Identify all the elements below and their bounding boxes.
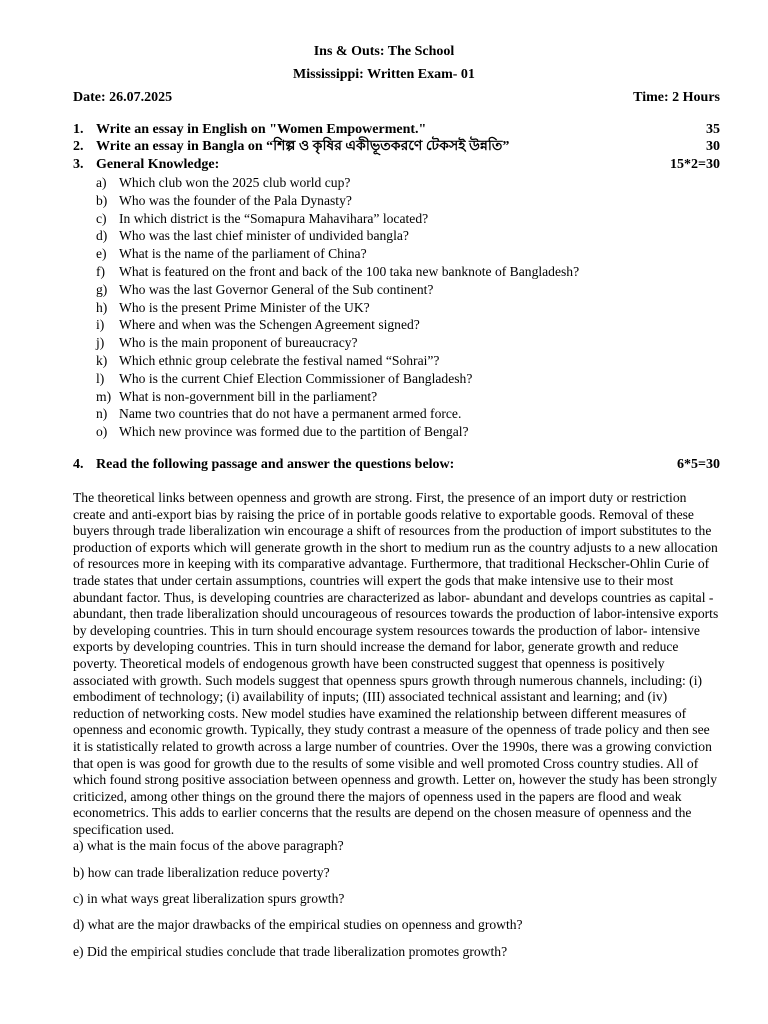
gk-item xyxy=(96,210,579,228)
gk-item xyxy=(96,299,579,317)
gk-item xyxy=(96,370,579,388)
gk-letter: k) xyxy=(96,352,108,368)
gk-text: Who was the last chief minister of undivided bangla? xyxy=(119,228,409,244)
exam-duration: Time: 2 Hours xyxy=(633,90,720,105)
question-text: Write an essay in Bangla on “শিল্প ও কৃষির একীভূতকরণে টেকসই উন্নতি” xyxy=(96,139,510,154)
gk-text: In which district is the “Somapura Mahavihara” located? xyxy=(119,210,429,226)
gk-item xyxy=(96,192,579,210)
question-2 xyxy=(73,139,720,155)
reading-passage: The theoretical links between openness and growth are strong. First, the presence of an import duty or restriction create and anti-export bias by raising the price of in portable goods relative to exportable goods. Removal of these buyers through trade liberalization win encourage a shift of resources from the production of import substitutes to the production of exports which will generate growth in the short to medium run as the country adjusts to a new allocation of resources more in keeping with its comparative advantage. Furthermore, that traditional Heckscher-Ohlin Curie of trade states that under certain assumptions, countries will expert the gods that make intensive use to their most abundant factor. Thus, is developing countries are characterized as labor- abundant and develops countries as capital -abundant, then trade liberalization should uncouragеous of resources towards the production of labor-intensive exports by developing countries. This in turn should encourage system resources towards the production of labor- intensive exports by developing countries. This in turn should increase the demand for labor, generate growth and reduce poverty. Theoretical models of endogenous growth have been constructed suggest that openness is positively associated with growth. Such models suggest that openness spurs growth through numerous channels, including: (i) embodiment of technology; (i) availability of inputs; (III) associated technical assistant and learning; and (iv) reduction of networking costs. New model studies have examined the relationship between different measures of openness and economic growth. Typically, they study contrast a measure of the openness of trade policy and then see it is statistically related to growth across a large number of countries. Over the 1990s, there was a growing conviction that open is was good for growth due to the results of some visible and well promoted Cross country studies. All of which found strong positive association between openness and growth. Letter on, however the study has been strongly criticized, among other things on the ground there the majors of openness used in the papers are flood and weak econometrics. This adds to earlier concerns that the results are depend on the chosen measure of openness and the specification used. xyxy=(73,490,719,837)
gk-item xyxy=(96,227,579,245)
gk-letter: o) xyxy=(96,424,108,440)
gk-letter: d) xyxy=(96,228,108,244)
gk-item xyxy=(96,316,579,334)
gk-item xyxy=(96,423,579,441)
passage-question-a: a) what is the main focus of the above paragraph? xyxy=(73,838,344,853)
gk-item xyxy=(96,174,579,192)
gk-text: What is featured on the front and back of the 100 taka new banknote of Bangladesh? xyxy=(119,263,580,279)
gk-letter: b) xyxy=(96,192,108,208)
question-marks: 15*2=30 xyxy=(670,157,720,172)
question-marks: 6*5=30 xyxy=(677,457,720,472)
question-3 xyxy=(73,157,720,173)
passage-question-d: d) what are the major drawbacks of the empirical studies on openness and growth? xyxy=(73,917,523,932)
gk-text: Who was the last Governor General of the Sub continent? xyxy=(119,281,434,297)
question-1 xyxy=(73,122,720,138)
gk-letter: f) xyxy=(96,263,106,279)
passage-question-c: c) in what ways great liberalization spurs growth? xyxy=(73,891,345,906)
gk-text: What is non-government bill in the parliament? xyxy=(119,388,378,404)
question-number: 4. xyxy=(73,457,84,472)
gk-letter: g) xyxy=(96,281,108,297)
question-marks: 35 xyxy=(706,122,720,137)
gk-text: Who is the current Chief Election Commissioner of Bangladesh? xyxy=(119,370,473,386)
gk-text: Which ethnic group celebrate the festival named “Sohrai”? xyxy=(119,352,440,368)
gk-text: Name two countries that do not have a permanent armed force. xyxy=(119,406,462,422)
gk-text: Who was the founder of the Pala Dynasty? xyxy=(119,192,352,208)
exam-subtitle: Mississippi: Written Exam- 01 xyxy=(293,67,475,82)
question-number: 3. xyxy=(73,157,84,172)
gk-letter: h) xyxy=(96,299,108,315)
gk-text: What is the name of the parliament of China? xyxy=(119,246,367,262)
gk-item xyxy=(96,352,579,370)
gk-letter: l) xyxy=(96,370,105,386)
gk-item xyxy=(96,281,579,299)
question-number: 1. xyxy=(73,122,84,137)
gk-text: Who is the main proponent of bureaucracy? xyxy=(119,335,358,351)
question-4 xyxy=(73,457,720,473)
gk-item xyxy=(96,263,579,281)
gk-letter: i) xyxy=(96,317,105,333)
question-number: 2. xyxy=(73,139,84,154)
date-time-row xyxy=(73,90,720,106)
question-marks: 30 xyxy=(706,139,720,154)
gk-item xyxy=(96,245,579,263)
gk-letter: n) xyxy=(96,406,108,422)
gk-text: Who is the present Prime Minister of the UK? xyxy=(119,299,370,315)
gk-item xyxy=(96,334,579,352)
gk-item xyxy=(96,388,579,406)
gk-letter: j) xyxy=(96,335,105,351)
passage-question-e: e) Did the empirical studies conclude that trade liberalization promotes growth? xyxy=(73,944,508,959)
gk-letter: a) xyxy=(96,175,107,190)
gk-text: Where and when was the Schengen Agreement signed? xyxy=(119,317,420,333)
question-text: General Knowledge: xyxy=(96,157,220,172)
question-text: Read the following passage and answer the questions below: xyxy=(96,457,455,472)
gk-item xyxy=(96,405,579,423)
gk-letter: m) xyxy=(96,388,112,404)
exam-title: Ins & Outs: The School xyxy=(313,44,455,59)
gk-text: Which new province was formed due to the partition of Bengal? xyxy=(119,424,469,440)
passage-question-b: b) how can trade liberalization reduce poverty? xyxy=(73,865,330,880)
exam-date: Date: 26.07.2025 xyxy=(73,90,173,105)
question-text: Write an essay in English on "Women Empowerment." xyxy=(96,122,427,137)
gk-letter: e) xyxy=(96,246,107,262)
gk-question-list xyxy=(96,174,579,441)
gk-text: Which club won the 2025 club world cup? xyxy=(119,175,351,190)
gk-letter: c) xyxy=(96,210,107,226)
